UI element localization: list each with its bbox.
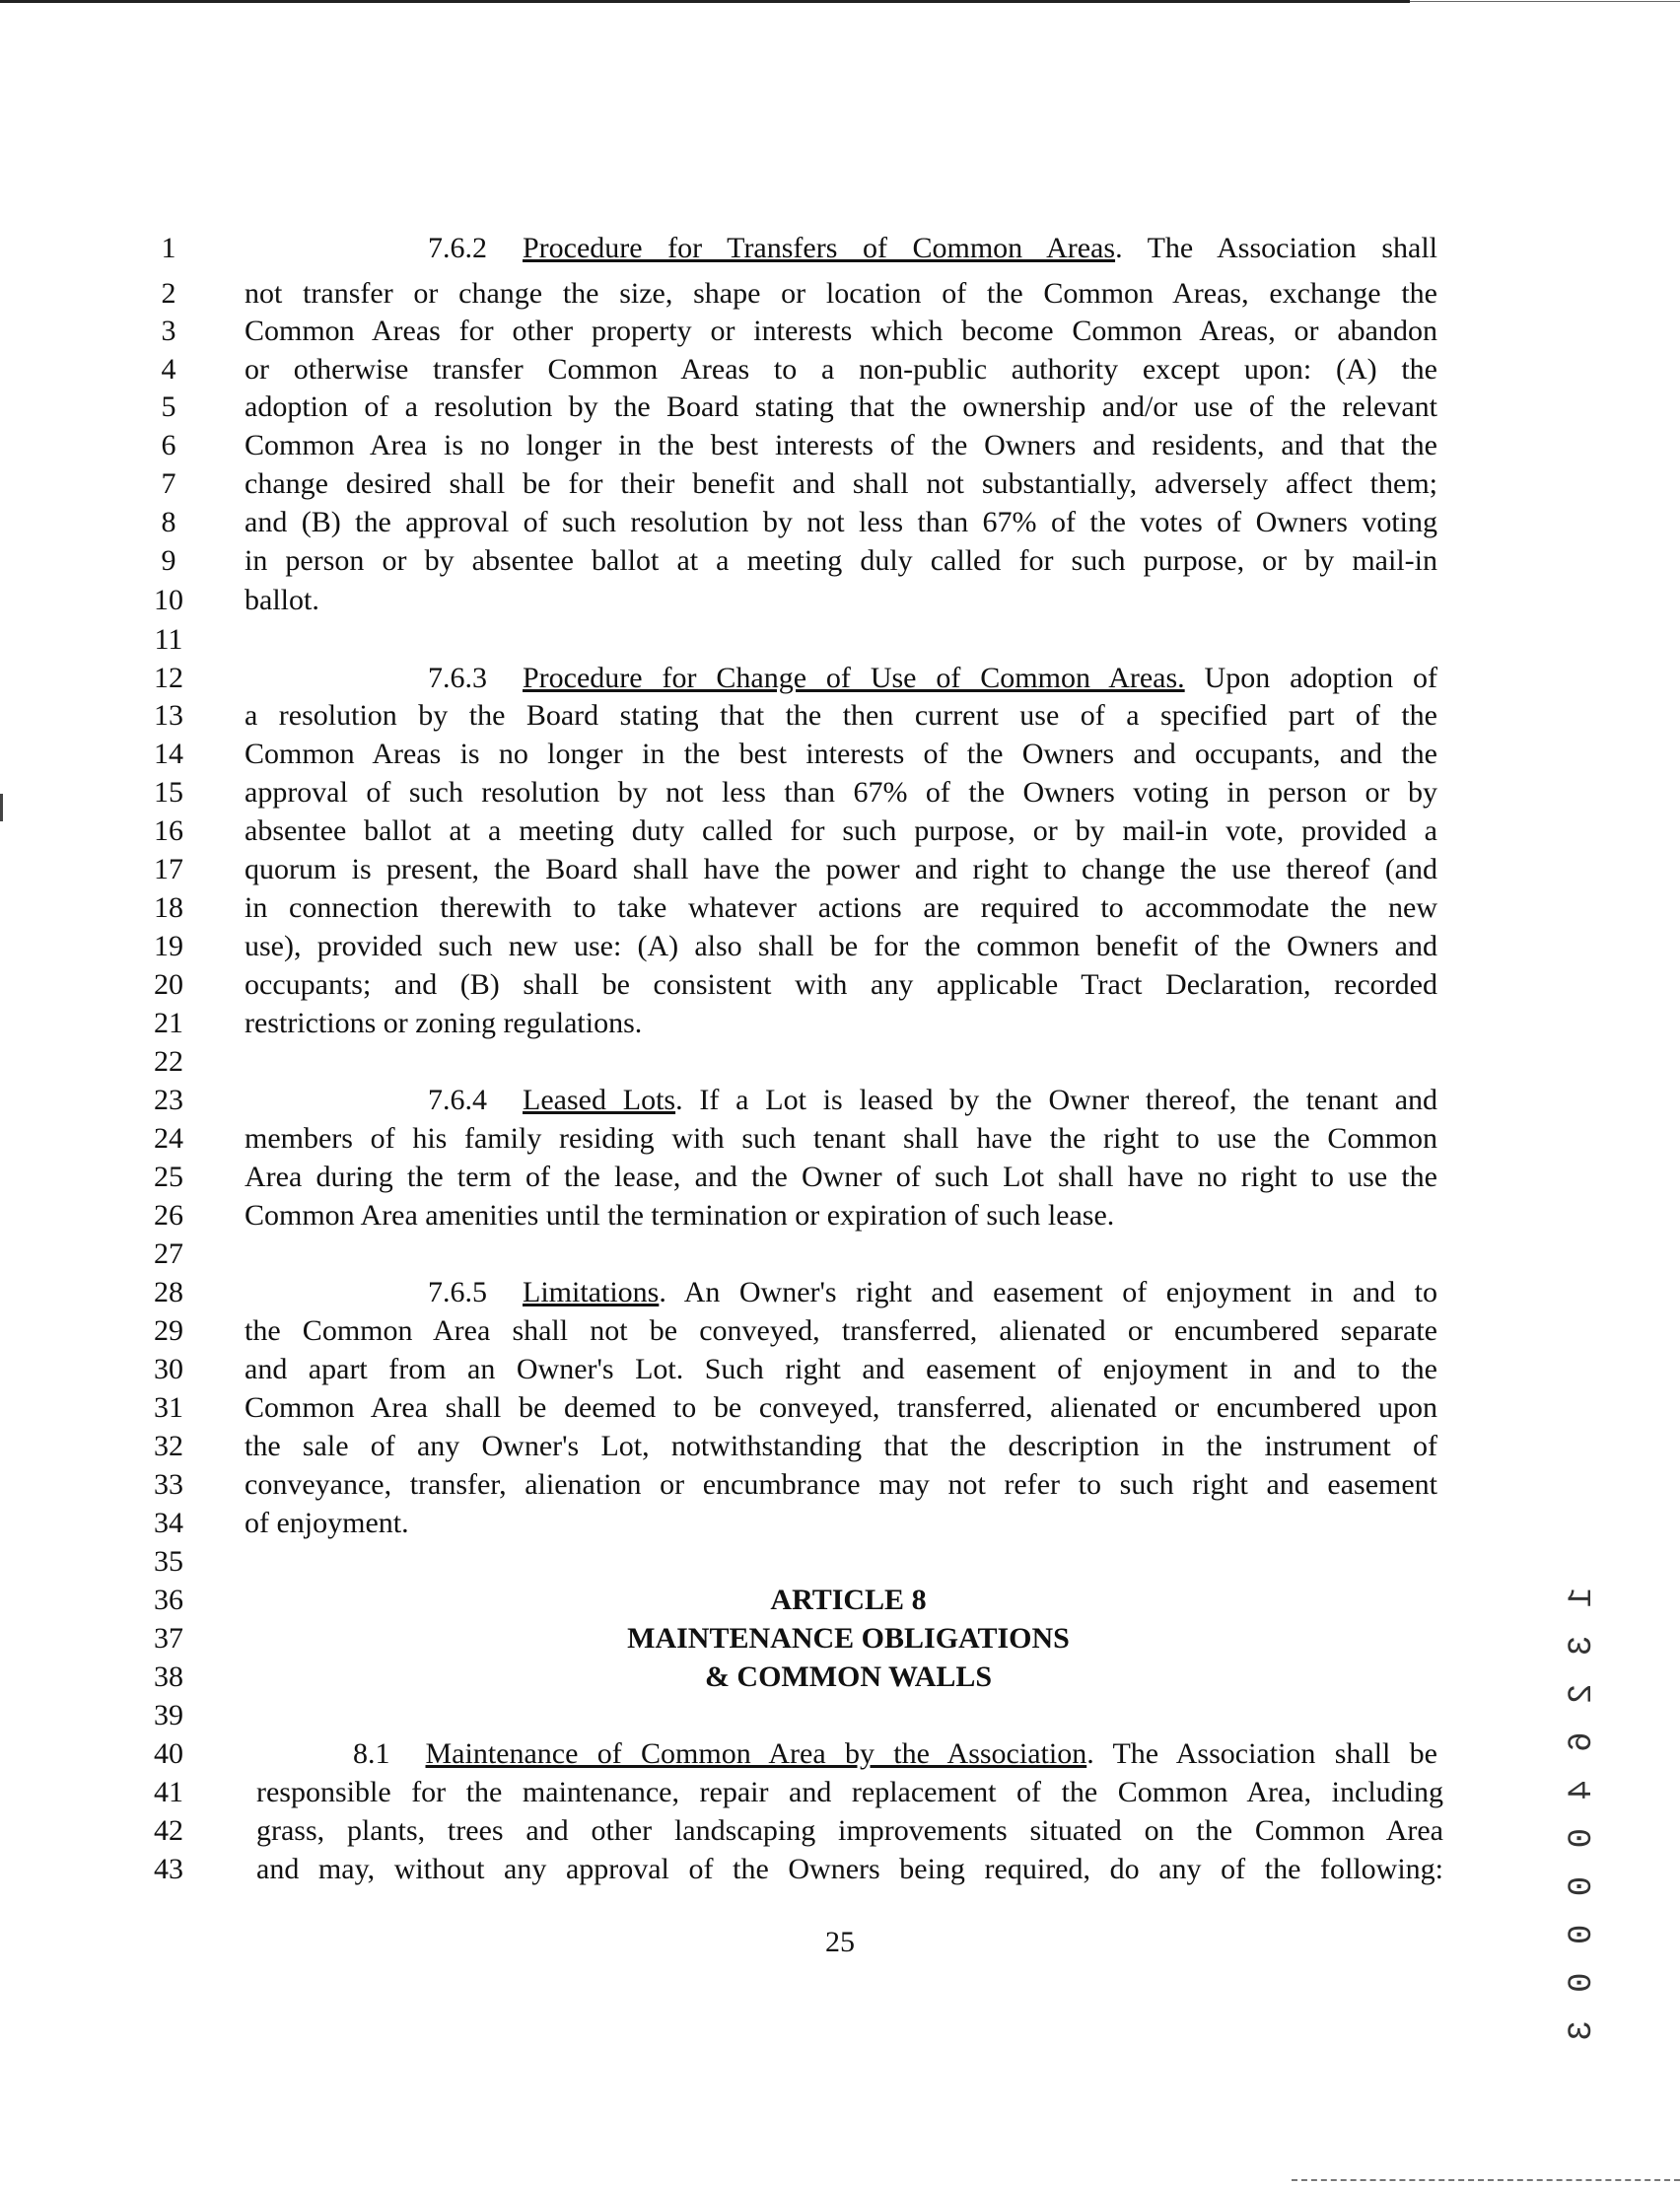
line-42 — [0, 1811, 1680, 1851]
line-number: 26 — [154, 1199, 183, 1232]
line-number: 18 — [154, 891, 183, 924]
body-text: Common Area shall be deemed to be conveyed, transferred, alienated or encumbered upon — [245, 1391, 1437, 1424]
line-number: 35 — [154, 1545, 183, 1578]
body-text: restrictions or zoning regulations. — [245, 1007, 643, 1039]
line-9 — [0, 541, 1680, 581]
line-number: 27 — [154, 1237, 183, 1270]
body-text: Common Area amenities until the termination or expiration of such lease. — [245, 1199, 1115, 1232]
line-7 — [0, 464, 1680, 504]
line-number: 31 — [154, 1391, 183, 1424]
line-8 — [0, 503, 1680, 542]
body-text: Common Area is no longer in the best interests of the Owners and residents, and that the — [245, 429, 1437, 461]
body-text: the Common Area shall not be conveyed, transferred, alienated or encumbered separate — [245, 1314, 1437, 1347]
section-title: Maintenance of Common Area by the Association — [425, 1737, 1087, 1770]
line-26 — [0, 1196, 1680, 1235]
line-number: 19 — [154, 930, 183, 962]
body-text: and may, without any approval of the Owners being required, do any of the following: — [256, 1853, 1443, 1885]
line-5 — [0, 388, 1680, 427]
line-25 — [0, 1158, 1680, 1197]
line-number: 39 — [154, 1699, 183, 1731]
body-text: members of his family residing with such tenant shall have the right to use the Common — [245, 1122, 1437, 1155]
line-number: 13 — [154, 699, 183, 732]
body-text: Area during the term of the lease, and the Owner of such Lot shall have no right to use the — [245, 1161, 1437, 1193]
section-number: 7.6.4 — [428, 1084, 487, 1116]
line-22 — [0, 1042, 1680, 1082]
section-text: Upon adoption of — [1184, 662, 1437, 694]
section-text: . An Owner's right and easement of enjoyment in and to — [659, 1276, 1437, 1308]
body-text: adoption of a resolution by the Board stating that the ownership and/or use of the relevant — [245, 390, 1437, 423]
line-1 — [0, 229, 1680, 268]
line-40 — [0, 1734, 1680, 1774]
line-number: 11 — [154, 623, 183, 656]
line-11 — [0, 620, 1680, 660]
line-32 — [0, 1427, 1680, 1466]
line-number: 6 — [161, 429, 176, 461]
body-text: the sale of any Owner's Lot, notwithstanding that the description in the instrument of — [245, 1430, 1437, 1462]
body-text: not transfer or change the size, shape or location of the Common Areas, exchange the — [245, 277, 1437, 310]
line-number: 28 — [154, 1276, 183, 1308]
section-title: Procedure for Change of Use of Common Areas. — [523, 662, 1185, 694]
line-4 — [0, 350, 1680, 389]
line-12 — [0, 659, 1680, 698]
line-number: 22 — [154, 1045, 183, 1078]
section-number: 8.1 — [353, 1737, 390, 1770]
line-number: 33 — [154, 1468, 183, 1501]
line-number: 23 — [154, 1084, 183, 1116]
line-13 — [0, 696, 1680, 736]
line-10 — [0, 581, 1680, 620]
line-number: 41 — [154, 1776, 183, 1808]
line-14 — [0, 735, 1680, 774]
line-number: 21 — [154, 1007, 183, 1039]
page-number: 25 — [825, 1926, 855, 1958]
line-number: 15 — [154, 776, 183, 809]
line-number: 43 — [154, 1853, 183, 1885]
line-number: 38 — [154, 1660, 183, 1693]
body-text: Common Areas is no longer in the best interests of the Owners and occupants, and the — [245, 738, 1437, 770]
body-text: Common Areas for other property or interests which become Common Areas, or abandon — [245, 315, 1437, 347]
line-30 — [0, 1350, 1680, 1389]
line-39 — [0, 1696, 1680, 1735]
line-27 — [0, 1235, 1680, 1274]
line-33 — [0, 1465, 1680, 1505]
line-6 — [0, 426, 1680, 465]
line-3 — [0, 312, 1680, 351]
line-31 — [0, 1388, 1680, 1428]
line-17 — [0, 850, 1680, 889]
line-number: 32 — [154, 1430, 183, 1462]
section-number: 7.6.5 — [428, 1276, 487, 1308]
body-text: in person or by absentee ballot at a meeting duly called for such purpose, or by mail-in — [245, 544, 1437, 577]
line-number: 40 — [154, 1737, 183, 1770]
line-36 — [0, 1581, 1680, 1620]
line-15 — [0, 773, 1680, 812]
line-number: 34 — [154, 1507, 183, 1539]
line-number: 17 — [154, 853, 183, 885]
section-title: Leased Lots — [523, 1084, 676, 1116]
line-19 — [0, 927, 1680, 966]
bottom-scan-edge — [1292, 2179, 1680, 2181]
line-number: 2 — [161, 277, 176, 310]
line-number: 29 — [154, 1314, 183, 1347]
body-text: absentee ballot at a meeting duty called for such purpose, or by mail-in vote, provided a — [245, 814, 1437, 847]
body-text: and (B) the approval of such resolution by not less than 67% of the votes of Owners voting — [245, 506, 1437, 538]
body-text: use), provided such new use: (A) also shall be for the common benefit of the Owners and — [245, 930, 1437, 962]
line-28 — [0, 1273, 1680, 1312]
line-number: 5 — [161, 390, 176, 423]
section-text: . If a Lot is leased by the Owner thereof, the tenant and — [675, 1084, 1437, 1116]
article-number: ARTICLE 8 — [770, 1584, 927, 1616]
line-38 — [0, 1658, 1680, 1697]
line-35 — [0, 1542, 1680, 1582]
line-2 — [0, 274, 1680, 314]
top-scan-rule-faint — [1410, 1, 1680, 2]
section-text: . The Association shall — [1115, 232, 1437, 264]
body-text: or otherwise transfer Common Areas to a non-public authority except upon: (A) the — [245, 353, 1437, 386]
body-text: responsible for the maintenance, repair and replacement of the Common Area, including — [256, 1776, 1443, 1808]
line-20 — [0, 965, 1680, 1005]
body-text: grass, plants, trees and other landscaping improvements situated on the Common Area — [256, 1814, 1443, 1847]
line-21 — [0, 1004, 1680, 1043]
line-29 — [0, 1311, 1680, 1351]
line-18 — [0, 888, 1680, 928]
body-text: approval of such resolution by not less than 67% of the Owners voting in person or by — [245, 776, 1437, 809]
line-number: 8 — [161, 506, 176, 538]
body-text: occupants; and (B) shall be consistent with any applicable Tract Declaration, recorded — [245, 968, 1437, 1001]
line-number: 20 — [154, 968, 183, 1001]
body-text: conveyance, transfer, alienation or encumbrance may not refer to such right and easement — [245, 1468, 1437, 1501]
body-text: change desired shall be for their benefit and shall not substantially, adversely affect them; — [245, 467, 1437, 500]
line-number: 7 — [161, 467, 176, 500]
line-43 — [0, 1850, 1680, 1889]
line-16 — [0, 812, 1680, 851]
line-23 — [0, 1081, 1680, 1120]
body-text: and apart from an Owner's Lot. Such right and easement of enjoyment in and to the — [245, 1353, 1437, 1385]
line-number: 25 — [154, 1161, 183, 1193]
body-text: quorum is present, the Board shall have the power and right to change the use thereof (and — [245, 853, 1437, 885]
line-34 — [0, 1504, 1680, 1543]
line-number: 1 — [161, 232, 176, 264]
line-37 — [0, 1619, 1680, 1659]
line-number: 42 — [154, 1814, 183, 1847]
line-number: 30 — [154, 1353, 183, 1385]
top-scan-rule — [0, 0, 1410, 3]
line-number: 12 — [154, 662, 183, 694]
line-number: 10 — [154, 584, 183, 616]
article-title: MAINTENANCE OBLIGATIONS — [627, 1622, 1070, 1655]
section-number: 7.6.2 — [428, 232, 487, 264]
body-text: a resolution by the Board stating that the then current use of a specified part of the — [245, 699, 1437, 732]
body-text: in connection therewith to take whatever actions are required to accommodate the new — [245, 891, 1437, 924]
body-text: ballot. — [245, 584, 319, 616]
line-number: 36 — [154, 1584, 183, 1616]
section-title: Procedure for Transfers of Common Areas — [523, 232, 1116, 264]
article-subtitle: & COMMON WALLS — [704, 1660, 993, 1693]
line-number: 24 — [154, 1122, 183, 1155]
line-number: 14 — [154, 738, 183, 770]
line-number: 3 — [161, 315, 176, 347]
line-41 — [0, 1773, 1680, 1812]
line-number: 37 — [154, 1622, 183, 1655]
body-text: of enjoyment. — [245, 1507, 409, 1539]
line-number: 9 — [161, 544, 176, 577]
line-number: 4 — [161, 353, 176, 386]
line-number: 16 — [154, 814, 183, 847]
section-text: . The Association shall be — [1086, 1737, 1437, 1770]
section-number: 7.6.3 — [428, 662, 487, 694]
line-24 — [0, 1119, 1680, 1159]
section-title: Limitations — [523, 1276, 660, 1308]
